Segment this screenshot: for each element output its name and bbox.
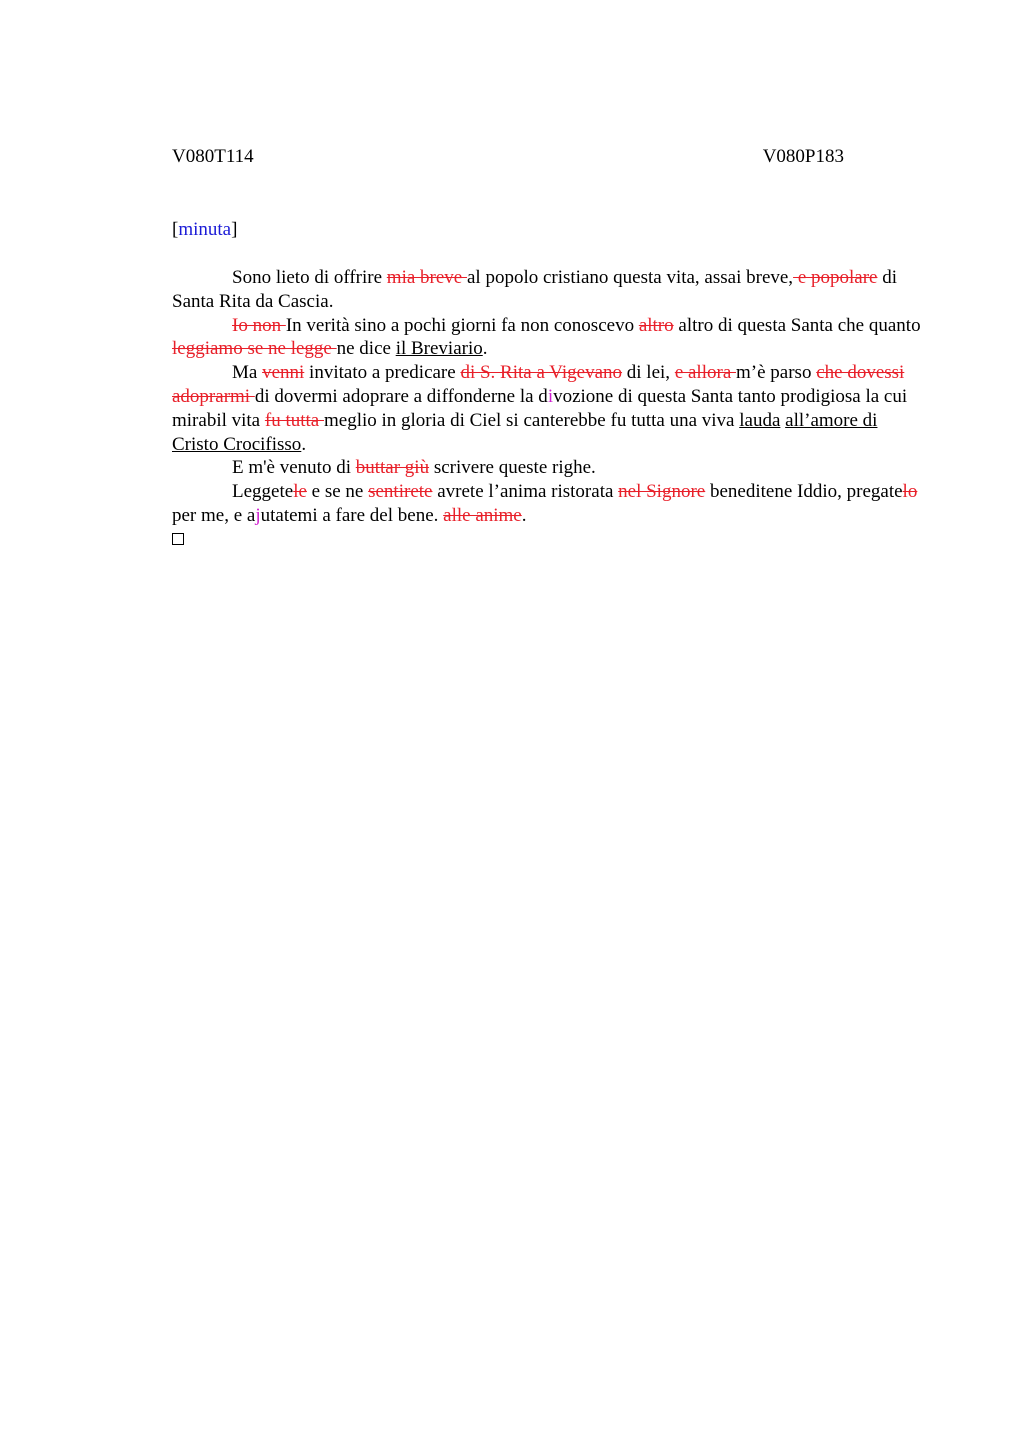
deleted-text: di S. Rita a Vigevano (460, 362, 623, 384)
text-segment: Sono lieto di offrire (232, 267, 387, 288)
text-segment: m’è parso (736, 362, 817, 384)
text-segment: utatemi a fare del bene. (260, 504, 444, 526)
draft-tag-word: minuta (178, 219, 232, 240)
deleted-text: nel Signore (618, 481, 706, 503)
text-segment: di lei, (622, 362, 675, 384)
underlined-text: all’amore di Cristo Crocifisso (172, 409, 878, 455)
text-segment: invitato a predicare (304, 362, 461, 384)
deleted-text: alle anime (443, 504, 522, 526)
text-segment: scrivere queste righe. (429, 457, 596, 479)
deleted-text: fu tutta (264, 409, 324, 431)
text-segment: In verità sino a pochi giorni fa non conoscevo (285, 314, 639, 336)
deleted-text: venni (262, 362, 305, 384)
page-header (172, 145, 844, 169)
deleted-text: Io non (232, 314, 286, 336)
text-segment: meglio in gloria di Ciel si canterebbe fu tutta una viva (323, 409, 740, 431)
deleted-text: lo (902, 481, 918, 503)
paragraph-5 (172, 480, 928, 528)
text-segment: . (521, 504, 527, 526)
document-code-left: V080T114 (172, 146, 254, 167)
text-segment: per me, e a (172, 504, 256, 526)
text-segment: avrete l’anima ristorata (432, 481, 619, 503)
text-segment: ne dice (336, 338, 396, 360)
text-segment: Ma (232, 362, 263, 384)
deleted-text: sentirete (368, 481, 433, 503)
draft-tag-close-bracket: ] (231, 219, 238, 240)
deleted-text: e allora (674, 362, 736, 384)
deleted-text: le (293, 481, 307, 503)
paragraph-4 (172, 456, 928, 480)
text-segment: . (482, 338, 488, 360)
text-segment: al popolo cristiano questa vita, assai breve, (466, 267, 794, 288)
text-segment: di Santa Rita da Cascia. (172, 267, 897, 312)
end-of-document-box (172, 533, 184, 545)
inserted-letter: i (547, 385, 554, 407)
document-body (172, 266, 928, 545)
deleted-text: che dovessi adoprarmi (172, 362, 905, 407)
deleted-text: buttar giù (355, 457, 430, 479)
underlined-text: lauda (739, 409, 781, 431)
paragraph-1 (172, 266, 928, 314)
text-segment: di dovermi adoprare a diffonderne la d (254, 385, 548, 407)
text-segment: vozione di questa Santa tanto prodigiosa la cui mirabil vita (172, 385, 908, 431)
text-segment: beneditene Iddio, pregate (705, 481, 903, 503)
deleted-text: e popolare (793, 267, 878, 288)
paragraph-2 (172, 314, 928, 362)
text-segment: . (301, 433, 307, 455)
text-segment: e se ne (306, 481, 369, 503)
deleted-text: leggiamo se ne legge (172, 338, 337, 360)
paragraph-3 (172, 361, 928, 456)
inserted-letter: j (255, 504, 261, 526)
deleted-text: mia breve (386, 267, 467, 288)
draft-tag-open-bracket: [ (172, 219, 179, 240)
text-segment: altro di questa Santa che quanto (673, 314, 921, 336)
underlined-text: il Breviario (395, 338, 483, 360)
text-segment: Leggete (232, 481, 294, 503)
draft-tag (172, 218, 237, 242)
text-segment: E m'è venuto di (232, 457, 356, 479)
document-code-right: V080P183 (762, 146, 844, 167)
deleted-text: altro (638, 314, 674, 336)
